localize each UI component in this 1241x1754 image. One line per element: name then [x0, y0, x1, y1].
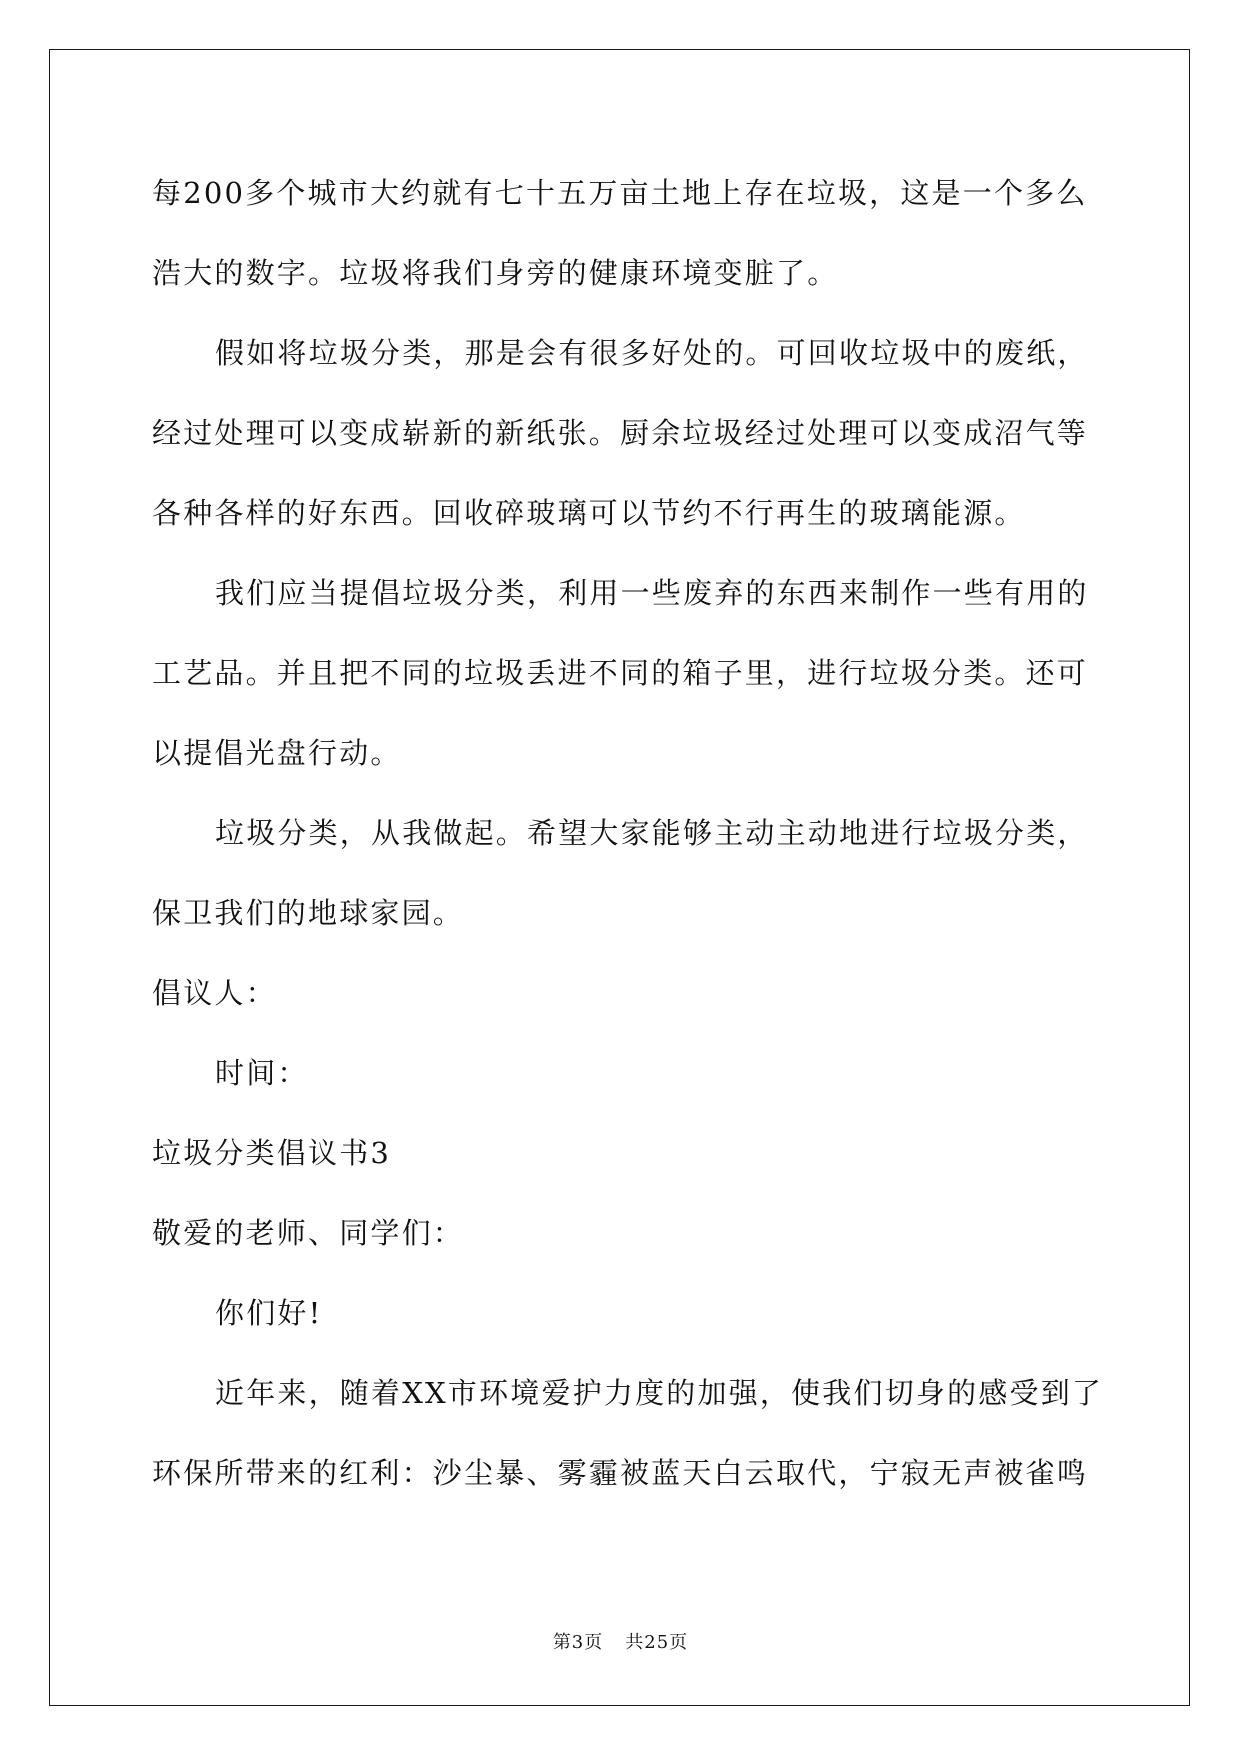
total-pages: 共25页	[625, 1632, 689, 1653]
text-line: 工艺品。并且把不同的垃圾丢进不同的箱子里，进行垃圾分类。还可	[152, 656, 1089, 690]
paragraph-start: 假如将垃圾分类，那是会有很多好处的。可回收垃圾中的废纸，	[215, 336, 1089, 370]
salutation: 敬爱的老师、同学们：	[152, 1216, 465, 1250]
paragraph-start: 我们应当提倡垃圾分类，利用一些废弃的东西来制作一些有用的	[215, 576, 1089, 610]
proposer-label: 倡议人：	[152, 976, 277, 1010]
greeting: 你们好!	[215, 1296, 323, 1330]
text-line: 每200多个城市大约就有七十五万亩土地上存在垃圾，这是一个多么	[152, 176, 1088, 210]
paragraph-start: 垃圾分类，从我做起。希望大家能够主动主动地进行垃圾分类，	[215, 816, 1089, 850]
date-label: 时间：	[215, 1056, 309, 1090]
page-footer	[0, 1631, 1241, 1655]
text-line: 各种各样的好东西。回收碎玻璃可以节约不行再生的玻璃能源。	[152, 496, 1026, 530]
text-line: 环保所带来的红利：沙尘暴、雾霾被蓝天白云取代，宁寂无声被雀鸣	[152, 1456, 1089, 1490]
section-title: 垃圾分类倡议书3	[152, 1136, 392, 1170]
paragraph-start: 近年来，随着XX市环境爱护力度的加强，使我们切身的感受到了	[215, 1376, 1104, 1410]
page-number: 第3页	[552, 1632, 604, 1653]
text-line: 以提倡光盘行动。	[152, 736, 402, 770]
text-line: 保卫我们的地球家园。	[152, 896, 465, 930]
text-line: 浩大的数字。垃圾将我们身旁的健康环境变脏了。	[152, 256, 839, 290]
text-line: 经过处理可以变成崭新的新纸张。厨余垃圾经过处理可以变成沼气等	[152, 416, 1089, 450]
